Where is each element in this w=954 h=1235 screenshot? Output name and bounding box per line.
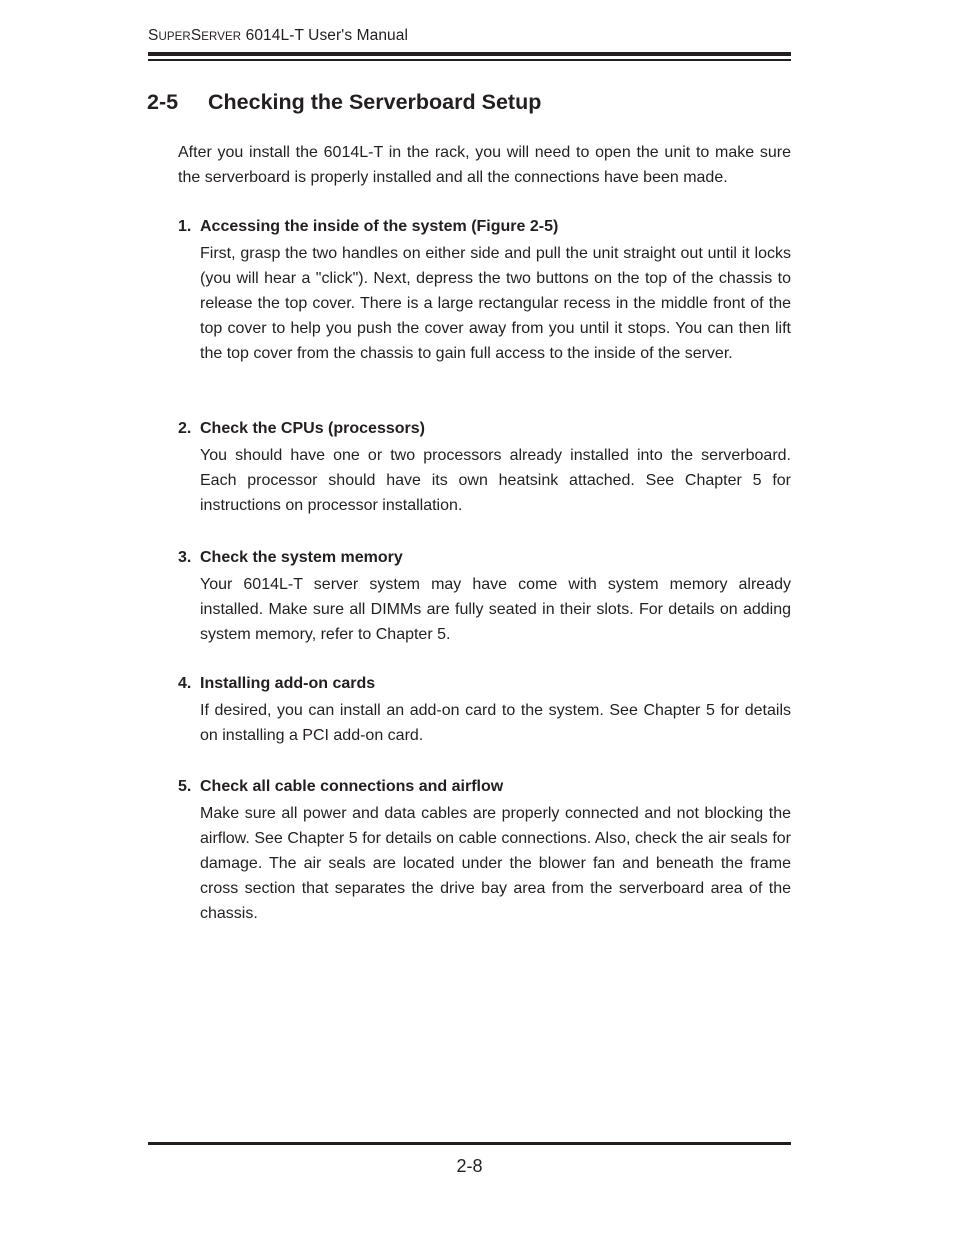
item-heading-text: Accessing the inside of the system (Figure 2-5) bbox=[200, 218, 559, 235]
item-heading-text: Check the CPUs (processors) bbox=[200, 420, 425, 437]
item-heading bbox=[178, 674, 791, 694]
item-body: Make sure all power and data cables are properly connected and not blocking the airflow. See Chapter 5 for details on cable connections. Also, check the air seals for damage. The air seals are located under the blower fan and beneath the frame cross section that separates the drive bay area from the serverboard area of the chassis. bbox=[200, 805, 791, 922]
item-heading bbox=[178, 548, 791, 568]
list-item-4 bbox=[178, 674, 791, 748]
header-title-rest: 6014L-T User's Manual bbox=[241, 27, 409, 44]
running-header bbox=[148, 27, 791, 45]
item-number: 4. bbox=[178, 675, 192, 692]
header-rule-thick bbox=[148, 52, 791, 56]
item-heading bbox=[178, 419, 791, 439]
header-cap-s1: S bbox=[148, 27, 159, 44]
item-body: You should have one or two processors already installed into the serverboard. Each processor should have its own heatsink attached. See Chapter 5 for instructions on processor installation. bbox=[200, 447, 791, 514]
item-body: Your 6014L-T server system may have come with system memory already installed. Make sure all DIMMs are fully seated in their slots. For details on adding system memory, refer to Chapter 5. bbox=[200, 576, 791, 643]
section-heading bbox=[147, 90, 790, 115]
item-heading bbox=[178, 777, 791, 797]
item-number: 2. bbox=[178, 420, 192, 437]
item-number: 1. bbox=[178, 218, 192, 235]
header-small-caps-2: ERVER bbox=[201, 31, 242, 43]
section-number: 2-5 bbox=[147, 90, 179, 114]
footer-rule bbox=[148, 1142, 791, 1145]
item-heading-text: Installing add-on cards bbox=[200, 675, 376, 692]
section-title: Checking the Serverboard Setup bbox=[208, 90, 542, 114]
item-body: First, grasp the two handles on either side and pull the unit straight out until it locks (you will hear a "click"). Next, depress the two buttons on the top of the chassis to release the top cover. There is a large rectangular recess in the middle front of the top cover to help you push the cover away from you until it stops. You can then lift the top cover from the chassis to gain full access to the inside of the server. bbox=[200, 245, 791, 362]
header-rule-thin bbox=[148, 59, 791, 61]
item-number: 5. bbox=[178, 778, 192, 795]
item-heading bbox=[178, 217, 791, 237]
item-number: 3. bbox=[178, 549, 192, 566]
item-body: If desired, you can install an add-on card to the system. See Chapter 5 for details on installing a PCI add-on card. bbox=[200, 702, 791, 744]
list-item-3 bbox=[178, 548, 791, 647]
item-heading-text: Check all cable connections and airflow bbox=[200, 778, 504, 795]
intro-paragraph: After you install the 6014L-T in the rack, you will need to open the unit to make sure the serverboard is properly installed and all the connections have been made. bbox=[178, 144, 791, 186]
list-item-2 bbox=[178, 419, 791, 518]
page-number: 2-8 bbox=[456, 1156, 483, 1176]
header-cap-s2: S bbox=[190, 27, 202, 44]
list-item-5 bbox=[178, 777, 791, 926]
item-heading-text: Check the system memory bbox=[200, 549, 403, 566]
header-small-caps-1: UPER bbox=[158, 31, 191, 43]
list-item-1 bbox=[178, 217, 791, 366]
